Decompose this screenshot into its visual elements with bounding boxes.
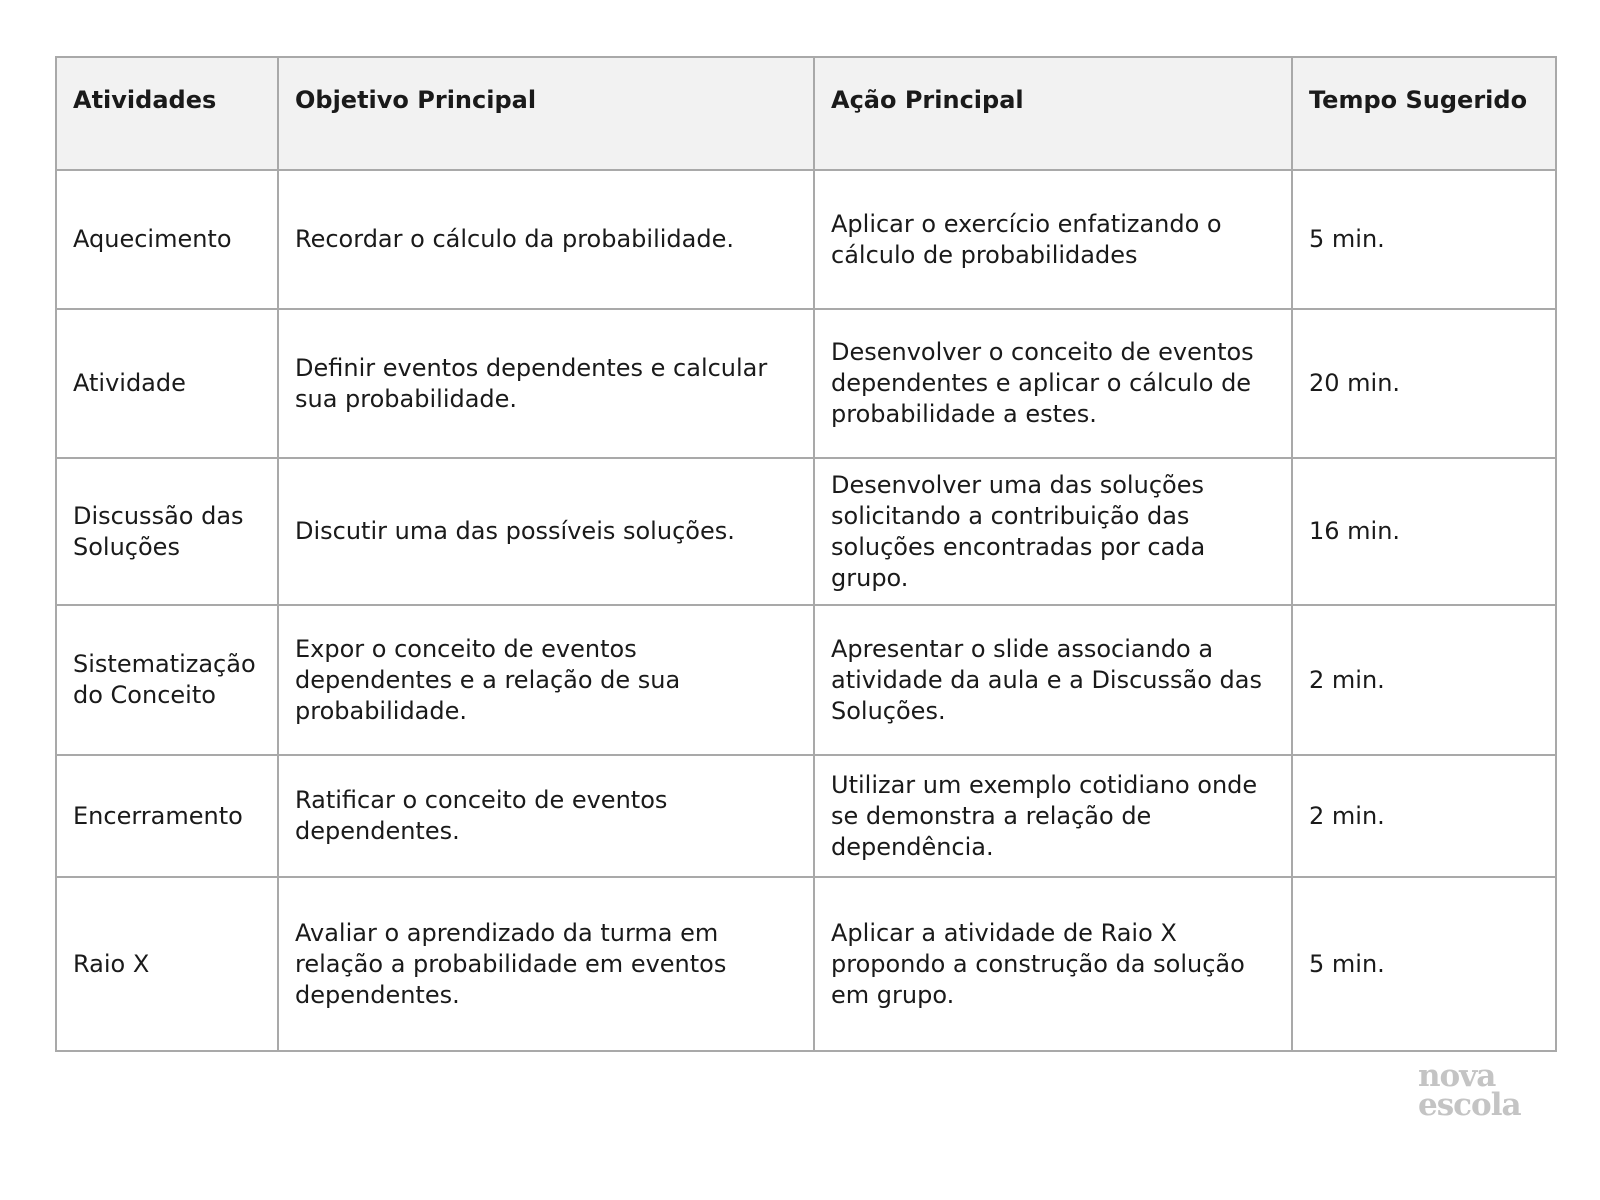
- time-cell: 2 min.: [1292, 605, 1556, 755]
- objective-cell: Ratificar o conceito de eventos dependentes.: [278, 755, 814, 877]
- objective-cell: Recordar o cálculo da probabilidade.: [278, 170, 814, 309]
- time-cell: 20 min.: [1292, 309, 1556, 458]
- action-cell: Apresentar o slide associando a atividade da aula e a Discussão das Soluções.: [814, 605, 1292, 755]
- action-cell: Aplicar a atividade de Raio X propondo a construção da solução em grupo.: [814, 877, 1292, 1051]
- time-cell: 5 min.: [1292, 170, 1556, 309]
- header-activities: Atividades: [56, 57, 278, 170]
- activity-cell: Raio X: [56, 877, 278, 1051]
- objective-cell: Definir eventos dependentes e calcular sua probabilidade.: [278, 309, 814, 458]
- time-cell: 2 min.: [1292, 755, 1556, 877]
- table-row: [56, 877, 1556, 1051]
- table-row: [56, 309, 1556, 458]
- action-cell: Aplicar o exercício enfatizando o cálculo de probabilidades: [814, 170, 1292, 309]
- time-cell: 16 min.: [1292, 458, 1556, 605]
- action-cell: Utilizar um exemplo cotidiano onde se demonstra a relação de dependência.: [814, 755, 1292, 877]
- objective-cell: Expor o conceito de eventos dependentes e a relação de sua probabilidade.: [278, 605, 814, 755]
- table-row: [56, 170, 1556, 309]
- activity-cell: Discussão das Soluções: [56, 458, 278, 605]
- lesson-plan-table: [55, 56, 1557, 1052]
- activity-cell: Atividade: [56, 309, 278, 458]
- action-cell: Desenvolver o conceito de eventos dependentes e aplicar o cálculo de probabilidade a estes.: [814, 309, 1292, 458]
- objective-cell: Discutir uma das possíveis soluções.: [278, 458, 814, 605]
- time-cell: 5 min.: [1292, 877, 1556, 1051]
- table-row: [56, 605, 1556, 755]
- logo-line-escola: escola: [1418, 1087, 1521, 1123]
- action-cell: Desenvolver uma das soluções solicitando a contribuição das soluções encontradas por cada grupo.: [814, 458, 1292, 605]
- header-main-action: Ação Principal: [814, 57, 1292, 170]
- logo-line-nova: nova: [1418, 1058, 1496, 1094]
- activity-cell: Encerramento: [56, 755, 278, 877]
- nova-escola-logo: [1418, 1058, 1536, 1123]
- table-row: [56, 458, 1556, 605]
- table-row: [56, 755, 1556, 877]
- header-main-objective: Objetivo Principal: [278, 57, 814, 170]
- activity-cell: Aquecimento: [56, 170, 278, 309]
- objective-cell: Avaliar o aprendizado da turma em relação a probabilidade em eventos dependentes.: [278, 877, 814, 1051]
- header-suggested-time: Tempo Sugerido: [1292, 57, 1556, 170]
- table-header-row: [56, 57, 1556, 170]
- activity-cell: Sistematização do Conceito: [56, 605, 278, 755]
